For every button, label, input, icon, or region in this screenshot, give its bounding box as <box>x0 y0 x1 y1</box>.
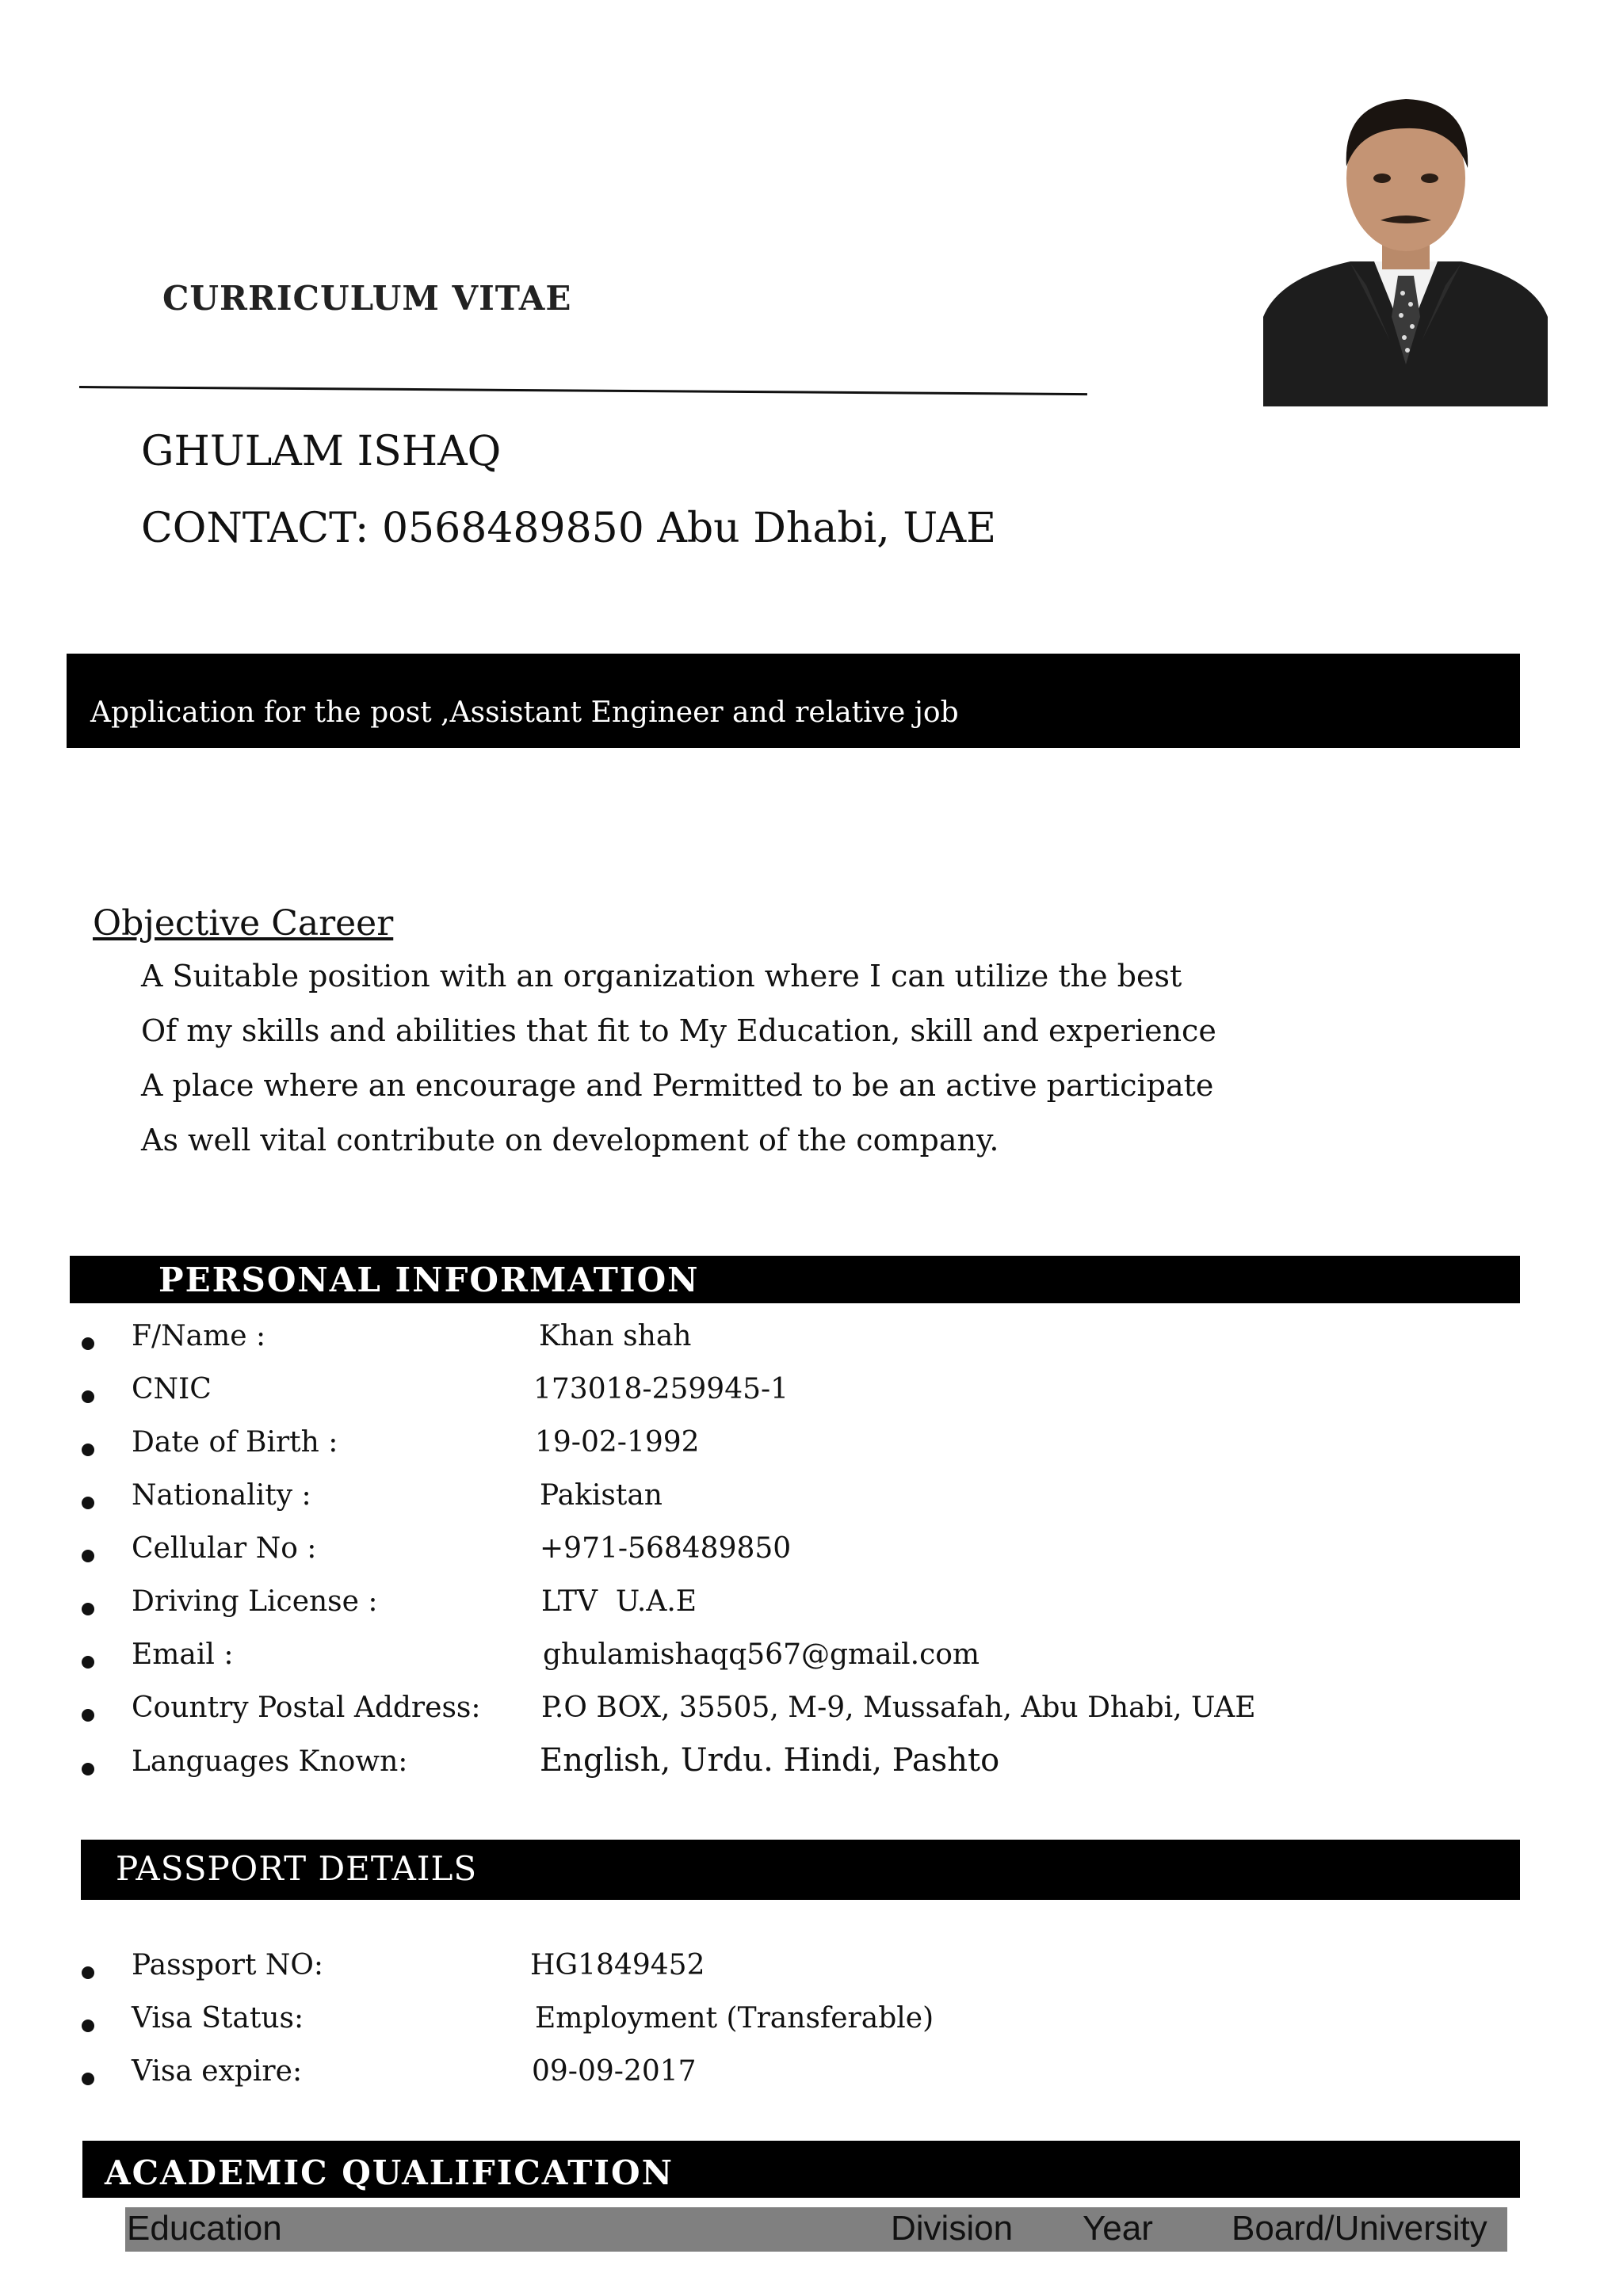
info-label: Email : <box>132 1638 234 1671</box>
info-row-address <box>0 1691 1623 1739</box>
objective-line: A Suitable position with an organization where I can utilize the best <box>141 959 1182 994</box>
column-header: Board/University <box>1232 2209 1487 2248</box>
bullet-icon <box>82 1763 94 1775</box>
info-label: Cellular No : <box>132 1532 317 1565</box>
info-label: Visa Status: <box>132 2002 304 2035</box>
info-value: Pakistan <box>540 1479 663 1512</box>
education-table-header <box>125 2207 1507 2252</box>
passport-title: PASSPORT DETAILS <box>116 1849 478 1888</box>
info-label: Date of Birth : <box>132 1426 338 1459</box>
bullet-icon <box>82 2019 94 2032</box>
info-value: 19-02-1992 <box>535 1426 700 1459</box>
bullet-icon <box>82 1550 94 1562</box>
info-label: Languages Known: <box>132 1745 408 1778</box>
info-label: Visa expire: <box>132 2055 303 2088</box>
info-value: ghulamishaqq567@gmail.com <box>543 1638 980 1671</box>
info-label: Nationality : <box>132 1479 311 1512</box>
bullet-icon <box>82 2073 94 2085</box>
bullet-icon <box>82 1656 94 1669</box>
academic-title: ACADEMIC QUALIFICATION <box>105 2153 674 2192</box>
passport-row-visa-status <box>0 2002 1623 2050</box>
personal-info-header <box>70 1256 1520 1303</box>
portrait-illustration <box>1263 79 1548 406</box>
objective-title: Objective Career <box>93 903 394 944</box>
passport-row-visa-expire <box>0 2055 1623 2103</box>
bullet-icon <box>82 1497 94 1509</box>
column-header: Education <box>127 2209 282 2248</box>
cv-title: CURRICULUM VITAE <box>162 279 572 318</box>
info-value: Khan shah <box>539 1320 692 1352</box>
info-value: 09-09-2017 <box>532 2055 697 2088</box>
info-value: Employment (Transferable) <box>535 2002 934 2035</box>
title-divider <box>79 386 1087 395</box>
bullet-icon <box>82 1966 94 1979</box>
info-value: +971-568489850 <box>540 1532 792 1565</box>
info-row-license <box>0 1585 1623 1633</box>
bullet-icon <box>82 1709 94 1722</box>
bullet-icon <box>82 1444 94 1456</box>
contact-line: CONTACT: 0568489850 Abu Dhabi, UAE <box>141 505 997 552</box>
column-header: Division <box>891 2209 1014 2248</box>
application-banner <box>67 654 1520 748</box>
info-row-email <box>0 1638 1623 1686</box>
info-label: Country Postal Address: <box>132 1691 481 1724</box>
objective-line: As well vital contribute on development of the company. <box>141 1123 999 1158</box>
info-value: 173018-259945-1 <box>533 1373 789 1405</box>
info-label: Passport NO: <box>132 1949 323 1981</box>
academic-header <box>82 2141 1520 2198</box>
info-row-cnic <box>0 1373 1623 1421</box>
info-row-cellular <box>0 1532 1623 1580</box>
info-value: HG1849452 <box>530 1949 705 1981</box>
info-label: F/Name : <box>132 1320 266 1352</box>
personal-info-title: PERSONAL INFORMATION <box>158 1261 700 1299</box>
info-row-dob <box>0 1426 1623 1474</box>
info-value: P.O BOX, 35505, M-9, Mussafah, Abu Dhabi, UAE <box>541 1691 1256 1724</box>
applicant-name: GHULAM ISHAQ <box>141 428 502 475</box>
info-row-fname <box>0 1320 1623 1367</box>
application-text: Application for the post ,Assistant Engineer and relative job <box>90 696 959 729</box>
column-header: Year <box>1083 2209 1153 2248</box>
passport-row-number <box>0 1949 1623 1997</box>
info-value: English, Urdu. Hindi, Pashto <box>540 1742 1000 1779</box>
info-row-languages <box>0 1742 1623 1790</box>
bullet-icon <box>82 1603 94 1615</box>
info-label: CNIC <box>132 1373 212 1405</box>
bullet-icon <box>82 1390 94 1403</box>
passport-header <box>81 1840 1520 1900</box>
profile-photo <box>1263 79 1548 406</box>
info-value: LTV U.A.E <box>541 1585 697 1618</box>
objective-line: Of my skills and abilities that fit to My Education, skill and experience <box>141 1013 1216 1048</box>
bullet-icon <box>82 1337 94 1350</box>
objective-line: A place where an encourage and Permitted to be an active participate <box>141 1068 1214 1103</box>
info-row-nationality <box>0 1479 1623 1527</box>
info-label: Driving License : <box>132 1585 378 1618</box>
